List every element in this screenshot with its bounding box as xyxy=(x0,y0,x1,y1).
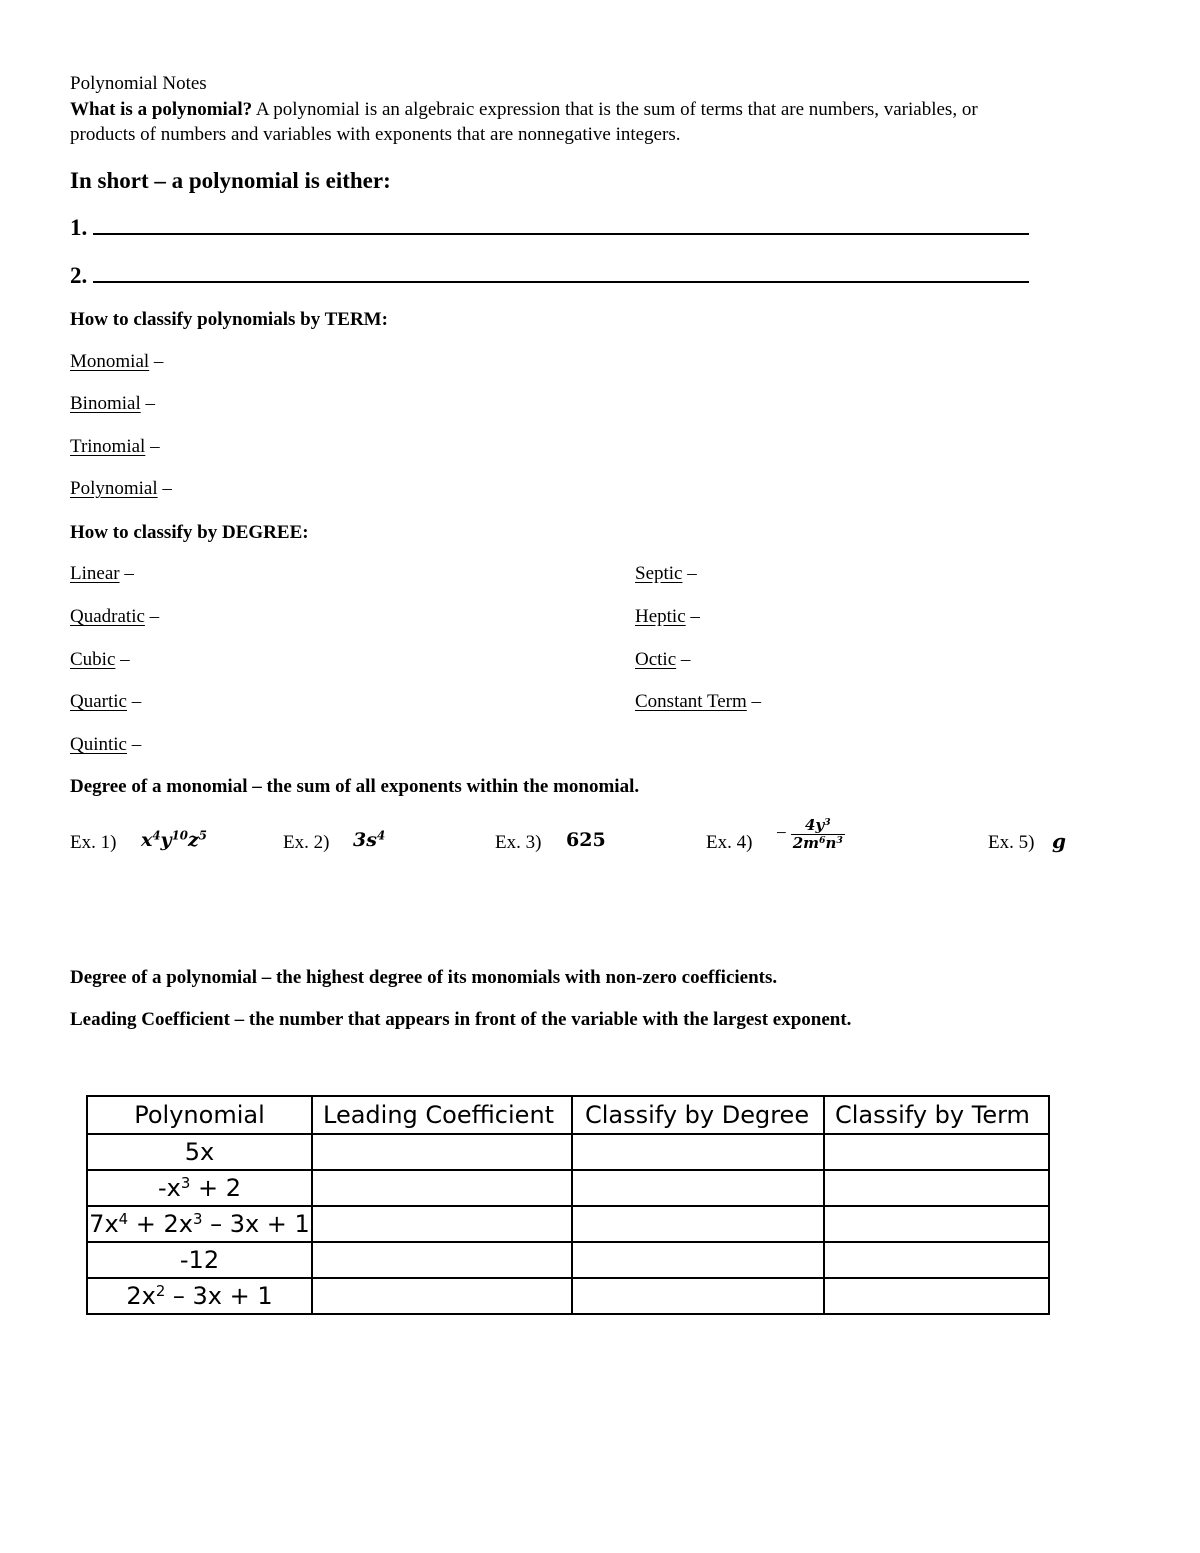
degree-dash: – xyxy=(144,606,160,627)
degree-dash: – xyxy=(676,649,691,670)
degree-heptic xyxy=(635,606,700,628)
poly-text: 2x xyxy=(126,1282,156,1310)
blank-fill-2 xyxy=(93,281,1029,283)
poly-text: – 3x + 1 xyxy=(165,1282,273,1310)
example-1-label: Ex. 1) xyxy=(70,832,117,853)
term-polynomial-label: Polynomial xyxy=(70,478,158,499)
degree-octic-label: Octic xyxy=(635,649,677,670)
ex4-den-coef: 2 xyxy=(792,833,804,852)
leading-coefficient-definition: Leading Coefficient – the number that appears in front of the variable with the largest exponent. xyxy=(70,1009,852,1030)
classify-term-cell[interactable] xyxy=(824,1206,1049,1242)
blank-fill-1 xyxy=(93,233,1029,235)
page-title: Polynomial Notes xyxy=(70,73,207,94)
term-trinomial xyxy=(70,436,160,458)
classify-degree-cell[interactable] xyxy=(572,1170,824,1206)
degree-quintic-label: Quintic xyxy=(70,734,127,755)
example-1-expression xyxy=(141,829,207,851)
example-5-expression: g xyxy=(1052,829,1066,853)
degree-monomial-definition: Degree of a monomial – the sum of all exponents within the monomial. xyxy=(70,776,640,797)
ex1-x: x xyxy=(141,829,153,851)
degree-polynomial-definition: Degree of a polynomial – the highest degree of its monomials with non-zero coefficients. xyxy=(70,967,778,988)
ex4-den-var1: m xyxy=(803,833,820,852)
classify-term-cell[interactable] xyxy=(824,1170,1049,1206)
term-binomial-label: Binomial xyxy=(70,393,141,414)
degree-septic-label: Septic xyxy=(635,563,683,584)
polynomial-cell xyxy=(87,1242,312,1278)
term-dash: – xyxy=(157,478,172,499)
blank-line-1 xyxy=(70,215,1029,241)
definition-question: What is a polynomial? xyxy=(70,99,253,120)
degree-quartic xyxy=(70,691,141,713)
blank-number-2: 2. xyxy=(70,263,88,288)
classify-term-cell[interactable] xyxy=(824,1278,1049,1314)
classify-degree-heading: How to classify by DEGREE: xyxy=(70,522,309,543)
table-row xyxy=(87,1242,1049,1278)
example-5-label: Ex. 5) xyxy=(988,832,1035,853)
term-monomial xyxy=(70,351,163,373)
in-short-heading: In short – a polynomial is either: xyxy=(70,168,391,193)
degree-linear-label: Linear xyxy=(70,563,120,584)
example-3-expression: 625 xyxy=(566,829,606,851)
header-classify-degree: Classify by Degree xyxy=(572,1096,824,1134)
blank-line-2 xyxy=(70,263,1029,289)
ex4-den-exp2: 3 xyxy=(836,834,843,846)
polynomial-cell xyxy=(87,1278,312,1314)
leading-coefficient-cell[interactable] xyxy=(312,1134,572,1170)
blank-number-1: 1. xyxy=(70,215,88,240)
poly-text: – 3x + 1 xyxy=(202,1210,310,1238)
ex1-z-exp: 5 xyxy=(198,828,207,843)
table-header-row xyxy=(87,1096,1049,1134)
degree-quadratic xyxy=(70,606,159,628)
degree-quintic xyxy=(70,734,141,756)
poly-text: 7x xyxy=(89,1210,119,1238)
term-dash: – xyxy=(149,351,164,372)
table-row xyxy=(87,1134,1049,1170)
ex4-num-coef: 4 xyxy=(804,816,816,834)
term-binomial xyxy=(70,393,155,415)
degree-constant-term xyxy=(635,691,761,713)
classify-degree-cell[interactable] xyxy=(572,1206,824,1242)
classify-term-heading: How to classify polynomials by TERM: xyxy=(70,309,388,330)
degree-cubic xyxy=(70,649,130,671)
ex4-den-exp1: 6 xyxy=(819,834,826,846)
degree-dash: – xyxy=(746,691,762,712)
leading-coefficient-cell[interactable] xyxy=(312,1170,572,1206)
definition-line-1 xyxy=(70,99,978,121)
term-monomial-label: Monomial xyxy=(70,351,150,372)
table-row xyxy=(87,1170,1049,1206)
example-4-label: Ex. 4) xyxy=(706,832,753,853)
poly-exp: 3 xyxy=(192,1209,203,1228)
degree-quartic-label: Quartic xyxy=(70,691,127,712)
poly-exp: 4 xyxy=(118,1209,129,1228)
poly-exp: 3 xyxy=(180,1173,191,1192)
ex1-x-exp: 4 xyxy=(152,828,161,843)
ex4-numerator xyxy=(791,817,845,835)
polynomial-cell xyxy=(87,1206,312,1242)
example-4-expression xyxy=(776,817,845,865)
leading-coefficient-cell[interactable] xyxy=(312,1278,572,1314)
ex4-denominator xyxy=(791,835,845,852)
header-polynomial: Polynomial xyxy=(87,1096,312,1134)
degree-septic xyxy=(635,563,697,585)
poly-text: 5x xyxy=(184,1138,215,1166)
example-3-label: Ex. 3) xyxy=(495,832,542,853)
degree-heptic-label: Heptic xyxy=(635,606,686,627)
classify-term-cell[interactable] xyxy=(824,1134,1049,1170)
table-row xyxy=(87,1206,1049,1242)
degree-dash: – xyxy=(119,563,134,584)
ex1-y: y xyxy=(160,829,172,851)
classify-degree-cell[interactable] xyxy=(572,1278,824,1314)
ex4-den-var2: n xyxy=(825,833,837,852)
poly-text: + 2x xyxy=(128,1210,193,1238)
term-polynomial xyxy=(70,478,172,500)
example-2-label: Ex. 2) xyxy=(283,832,330,853)
term-dash: – xyxy=(140,393,155,414)
leading-coefficient-cell[interactable] xyxy=(312,1242,572,1278)
classify-degree-cell[interactable] xyxy=(572,1134,824,1170)
ex4-fraction xyxy=(791,817,845,851)
poly-text: -12 xyxy=(179,1246,220,1274)
degree-octic xyxy=(635,649,690,671)
definition-line-2: products of numbers and variables with exponents that are nonnegative integers. xyxy=(70,124,681,145)
ex2-var: s xyxy=(366,829,377,851)
ex1-z: z xyxy=(187,829,199,851)
ex2-exp: 4 xyxy=(376,828,386,843)
ex4-num-exp: 3 xyxy=(824,816,831,828)
classify-term-cell[interactable] xyxy=(824,1242,1049,1278)
degree-constant-term-label: Constant Term xyxy=(635,691,747,712)
example-2-expression xyxy=(353,829,385,851)
polynomial-table xyxy=(86,1095,1050,1315)
table-row xyxy=(87,1278,1049,1314)
term-dash: – xyxy=(145,436,160,457)
ex1-y-exp: 10 xyxy=(171,828,188,843)
ex4-sign: − xyxy=(776,823,787,844)
polynomial-cell xyxy=(87,1134,312,1170)
degree-dash: – xyxy=(685,606,700,627)
poly-text: -x xyxy=(158,1174,181,1202)
leading-coefficient-cell[interactable] xyxy=(312,1206,572,1242)
degree-dash: – xyxy=(126,691,142,712)
ex4-num-var: y xyxy=(815,816,825,834)
polynomial-cell xyxy=(87,1170,312,1206)
degree-dash: – xyxy=(115,649,130,670)
degree-quadratic-label: Quadratic xyxy=(70,606,145,627)
degree-dash: – xyxy=(682,563,697,584)
term-trinomial-label: Trinomial xyxy=(70,436,146,457)
poly-exp: 2 xyxy=(155,1281,166,1300)
degree-cubic-label: Cubic xyxy=(70,649,116,670)
definition-text-1: A polynomial is an algebraic expression that is the sum of terms that are numbers, variables, or xyxy=(252,99,978,120)
degree-dash: – xyxy=(127,734,142,755)
poly-text: + 2 xyxy=(190,1174,241,1202)
ex2-coef: 3 xyxy=(353,829,367,851)
classify-degree-cell[interactable] xyxy=(572,1242,824,1278)
header-classify-term: Classify by Term xyxy=(824,1096,1049,1134)
degree-linear xyxy=(70,563,134,585)
header-leading-coefficient: Leading Coefficient xyxy=(312,1096,572,1134)
